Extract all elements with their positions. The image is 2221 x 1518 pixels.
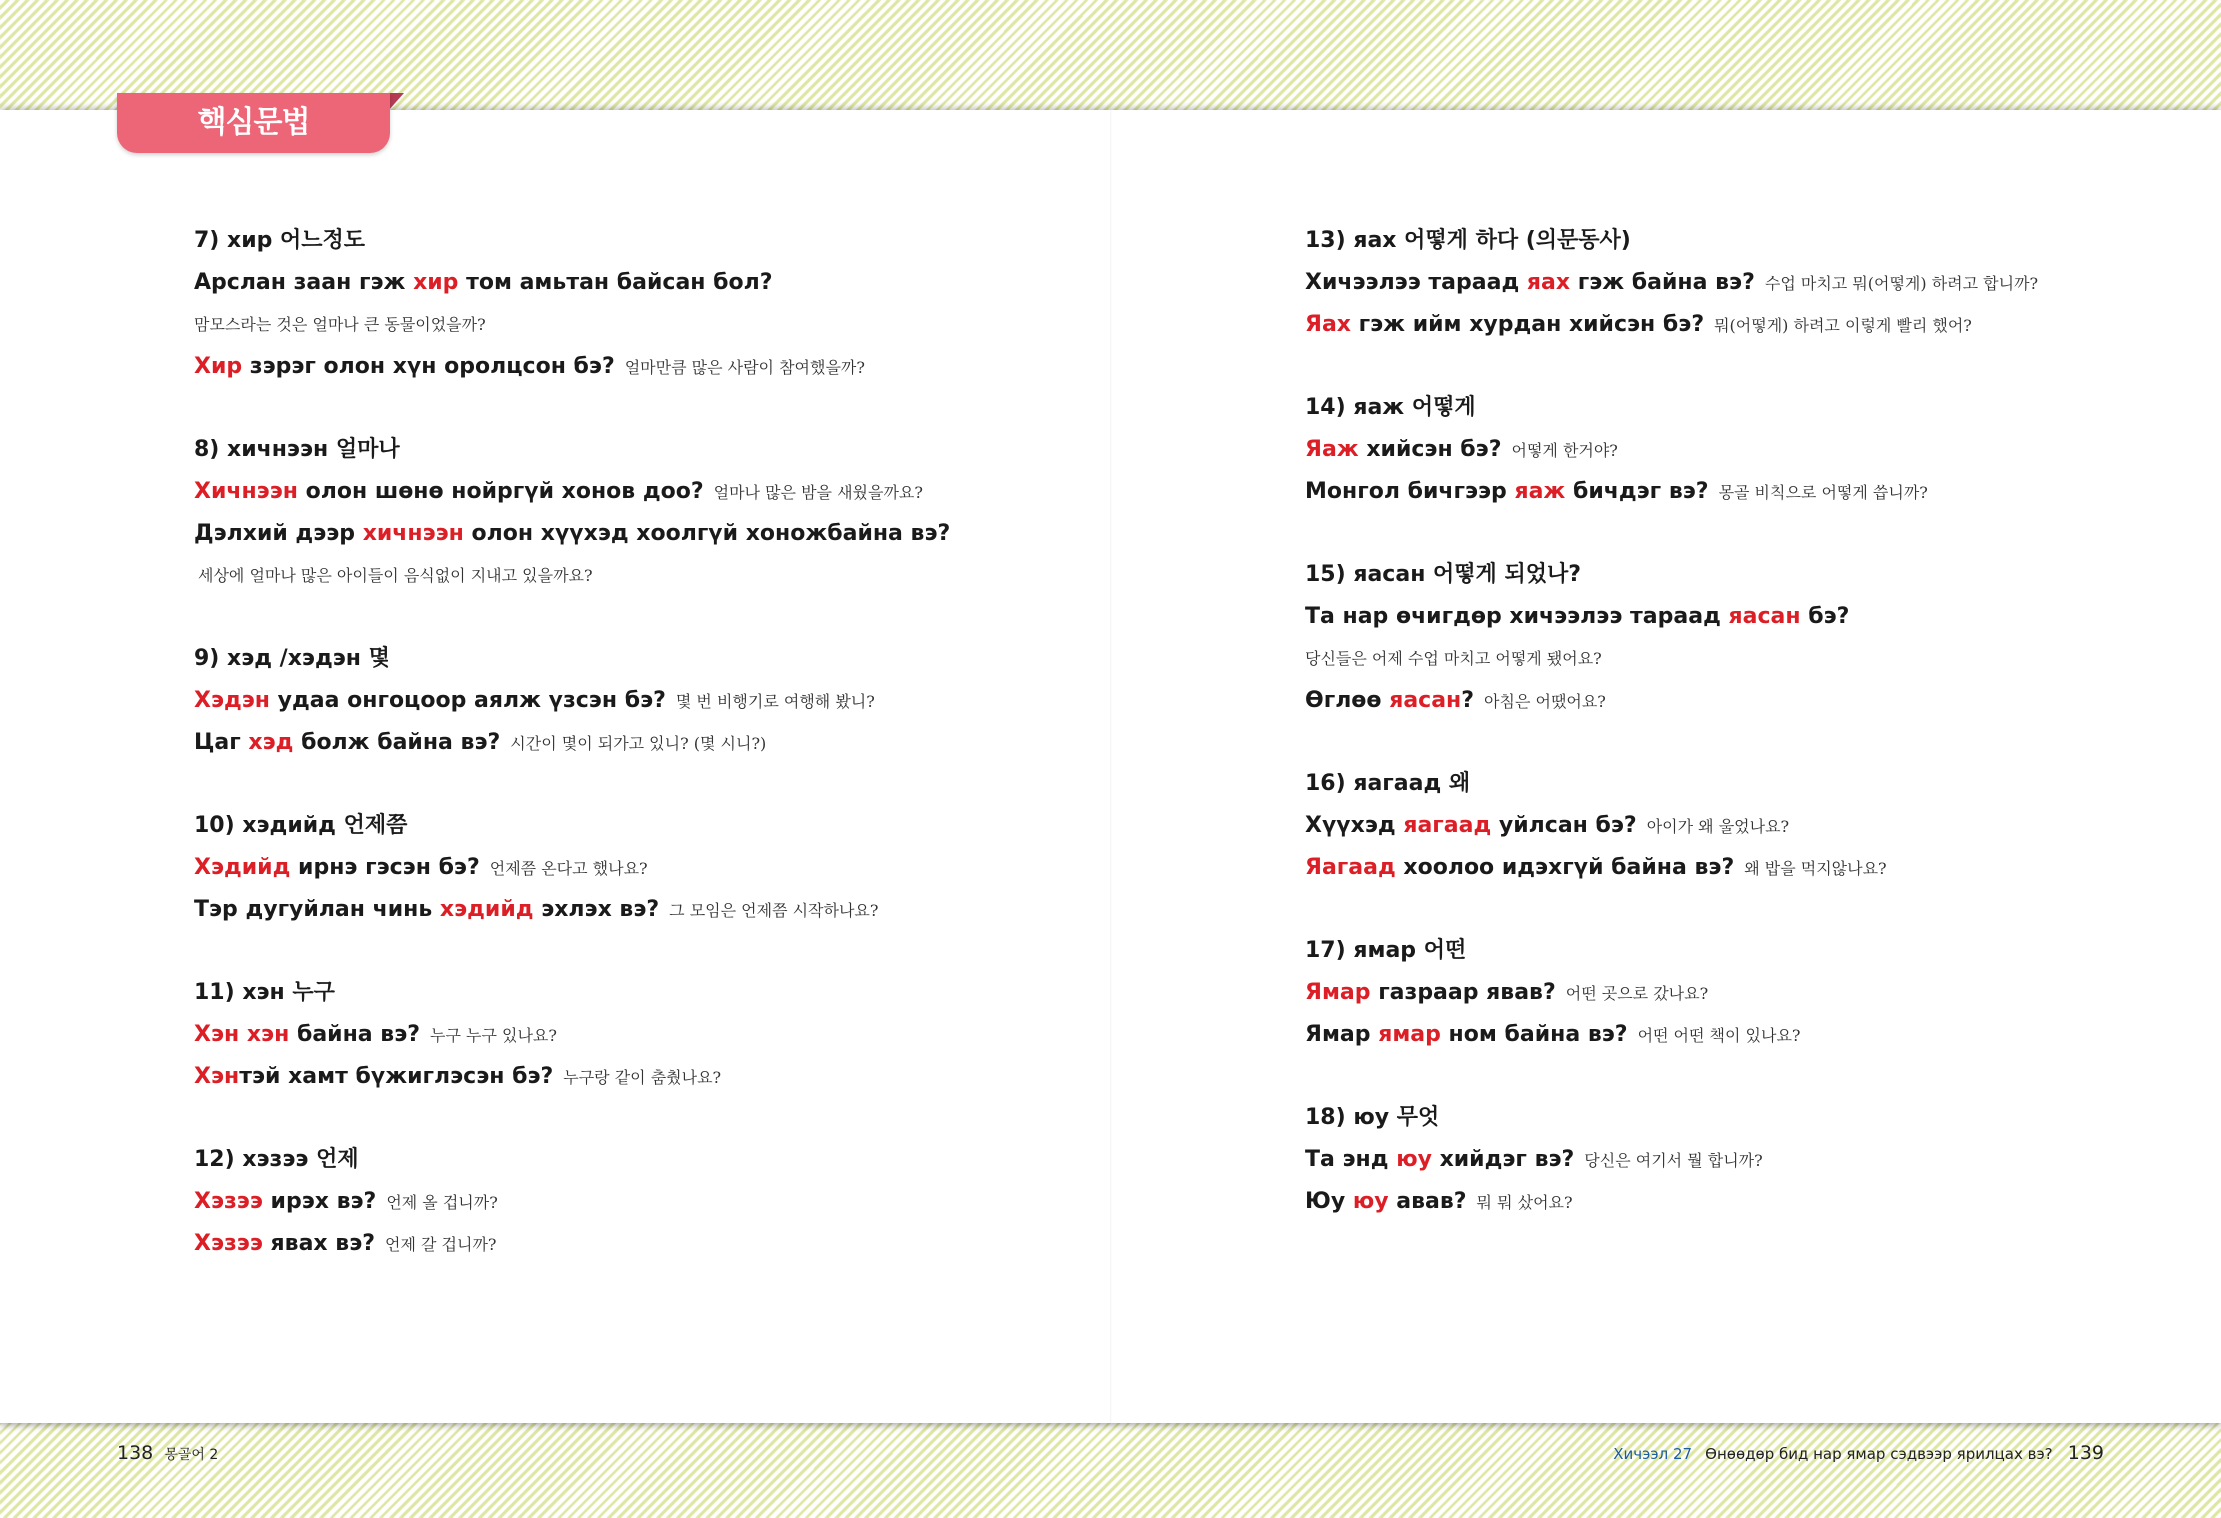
korean-translation: 어떤 곳으로 갔나요? (1565, 984, 1709, 1003)
example-line (194, 1181, 1234, 1223)
korean-translation: 왜 밥을 먹지않나요? (1744, 859, 1887, 878)
section-heading: 17) ямар 어떤 (1305, 938, 1467, 963)
korean-translation: 당신들은 어제 수업 마치고 어떻게 됐어요? (1305, 649, 1602, 668)
grammar-section (194, 972, 1234, 1098)
highlighted-word: хичнээн (362, 521, 464, 546)
mongolian-text: Ямар (1305, 1022, 1379, 1047)
highlighted-word: яасан (1389, 688, 1462, 713)
mongolian-text: Өглөө (1305, 688, 1390, 713)
korean-translation: 몽골 비칙으로 어떻게 씁니까? (1718, 483, 1928, 502)
mongolian-text: ном байна вэ? (1440, 1022, 1628, 1047)
section-heading: 12) хэзээ 언제 (194, 1147, 359, 1172)
example-line (1305, 262, 2221, 304)
grammar-section (1305, 220, 2221, 346)
mongolian-text: авав? (1388, 1189, 1467, 1214)
grammar-section (1305, 1097, 2221, 1223)
example-line (194, 304, 1234, 346)
mongolian-text: ирэх вэ? (262, 1189, 377, 1214)
mongolian-text: Хичээлээ тараад (1305, 270, 1527, 295)
korean-translation: 어떤 어떤 책이 있나요? (1637, 1026, 1801, 1045)
right-column (1305, 220, 2221, 1264)
highlighted-word: Хэдийд (194, 855, 291, 880)
korean-translation: 누구 누구 있나요? (430, 1026, 557, 1045)
example-line (194, 847, 1234, 889)
highlighted-word: хэд (248, 730, 294, 755)
grammar-section (1305, 930, 2221, 1056)
korean-translation: 언제 갈 겁니까? (385, 1235, 497, 1254)
mongolian-text: хоолоо идэхгүй байна вэ? (1395, 855, 1735, 880)
example-line (194, 513, 1234, 555)
korean-translation: 세상에 얼마나 많은 아이들이 음식없이 지내고 있을까요? (198, 566, 593, 585)
mongolian-text: ирнэ гэсэн бэ? (290, 855, 480, 880)
highlighted-word: хэдийд (439, 897, 534, 922)
mongolian-text: зэрэг олон хүн оролцсон бэ? (242, 354, 615, 379)
korean-translation: 언제 올 겁니까? (386, 1193, 498, 1212)
highlighted-word: Ямар (1305, 980, 1371, 1005)
grammar-section (1305, 554, 2221, 722)
page-number-left: 138 (117, 1442, 154, 1464)
korean-translation: 뭐(어떻게) 하려고 이렇게 빨리 했어? (1714, 316, 1972, 335)
mongolian-text: уйлсан бэ? (1491, 813, 1637, 838)
example-line (194, 680, 1234, 722)
grammar-section (194, 805, 1234, 931)
section-heading: 10) хэдийд 언제쯤 (194, 813, 408, 838)
mongolian-text: том амьтан байсан бол? (458, 270, 773, 295)
highlighted-word: яаж (1514, 479, 1566, 504)
grammar-section (194, 220, 1234, 388)
section-heading: 8) хичнээн 얼마나 (194, 437, 400, 462)
mongolian-text: Хүүхэд (1305, 813, 1404, 838)
example-line (1305, 471, 2221, 513)
example-line (1305, 429, 2221, 471)
highlighted-word: Хэн (194, 1064, 240, 1089)
highlighted-word: Хэзээ (194, 1189, 263, 1214)
grammar-section (194, 638, 1234, 764)
mongolian-text: хийдэг вэ? (1431, 1147, 1575, 1172)
section-tab (117, 93, 390, 153)
korean-translation: 얼마만큼 많은 사람이 참여했을까? (624, 358, 865, 377)
highlighted-word: яах (1526, 270, 1571, 295)
example-line (194, 346, 1234, 388)
section-heading: 13) яах 어떻게 하다 (의문동사) (1305, 228, 1631, 253)
mongolian-text: бичдэг вэ? (1565, 479, 1709, 504)
example-line (194, 1014, 1234, 1056)
section-heading: 18) юу 무엇 (1305, 1105, 1440, 1130)
mongolian-text: Юу (1305, 1189, 1353, 1214)
highlighted-word: Яах (1305, 312, 1351, 337)
mongolian-text: тэй хамт бүжиглэсэн бэ? (239, 1064, 554, 1089)
grammar-section (1305, 387, 2221, 513)
mongolian-text: эхлэх вэ? (533, 897, 660, 922)
mongolian-text: олон хүүхэд хоолгүй хоножбайна вэ? (463, 521, 951, 546)
mongolian-text: болж байна вэ? (293, 730, 501, 755)
section-heading: 14) яаж 어떻게 (1305, 395, 1476, 420)
example-line (1305, 680, 2221, 722)
section-heading: 11) хэн 누구 (194, 980, 335, 1005)
example-line (194, 555, 1234, 597)
mongolian-text: Арслан заан гэж (194, 270, 414, 295)
mongolian-text: гэж ийм хурдан хийсэн бэ? (1350, 312, 1705, 337)
section-heading: 7) хир 어느정도 (194, 228, 366, 253)
mongolian-text: газраар явав? (1370, 980, 1556, 1005)
korean-translation: 몇 번 비행기로 여행해 봤니? (675, 692, 875, 711)
mongolian-text: удаа онгоцоор аялж үзсэн бэ? (270, 688, 666, 713)
highlighted-word: Яагаад (1305, 855, 1396, 880)
highlighted-word: хир (413, 270, 459, 295)
mongolian-text: Цаг (194, 730, 249, 755)
grammar-section (1305, 763, 2221, 889)
mongolian-text: Та нар өчигдөр хичээлээ тараад (1305, 604, 1729, 629)
korean-translation: 뭐 뭐 샀어요? (1476, 1193, 1573, 1212)
section-heading: 9) хэд /хэдэн 몇 (194, 646, 390, 671)
mongolian-text: хийсэн бэ? (1358, 437, 1502, 462)
grammar-section (194, 1139, 1234, 1265)
example-line (1305, 596, 2221, 638)
korean-translation: 그 모임은 언제쯤 시작하나요? (669, 901, 879, 920)
footer-right (1613, 1440, 2104, 1466)
example-line (194, 1223, 1234, 1265)
korean-translation: 아침은 어땠어요? (1484, 692, 1606, 711)
section-heading: 16) яагаад 왜 (1305, 771, 1471, 796)
highlighted-word: Хир (194, 354, 243, 379)
korean-translation: 언제쯤 온다고 했나요? (489, 859, 648, 878)
example-line (1305, 638, 2221, 680)
mongolian-text: Та энд (1305, 1147, 1397, 1172)
example-line (1305, 1139, 2221, 1181)
korean-translation: 얼마나 많은 밤을 새웠을까요? (713, 483, 923, 502)
mongolian-text: гэж байна вэ? (1570, 270, 1755, 295)
lesson-label: Хичээл 27 (1613, 1445, 1693, 1463)
example-line (194, 722, 1234, 764)
korean-translation: 맘모스라는 것은 얼마나 큰 동물이었을까? (194, 315, 486, 334)
example-line (194, 471, 1234, 513)
example-line (194, 889, 1234, 931)
korean-translation: 어떻게 한거야? (1511, 441, 1618, 460)
highlighted-word: Хичнээн (194, 479, 298, 504)
highlighted-word: Хэн хэн (194, 1022, 290, 1047)
example-line (1305, 1014, 2221, 1056)
example-line (1305, 304, 2221, 346)
page-number-right: 139 (2067, 1442, 2104, 1464)
example-line (194, 1056, 1234, 1098)
korean-translation: 아이가 왜 울었나요? (1646, 817, 1790, 836)
mongolian-text: Монгол бичгээр (1305, 479, 1515, 504)
left-column (194, 220, 1234, 1306)
mongolian-text: олон шөнө нойргүй хонов доо? (297, 479, 704, 504)
mongolian-text: ? (1461, 688, 1475, 713)
mongolian-text: Тэр дугуйлан чинь (194, 897, 440, 922)
section-tab-label: 핵심문법 (197, 105, 310, 140)
section-heading: 15) яасан 어떻게 되었나? (1305, 562, 1581, 587)
example-line (1305, 805, 2221, 847)
footer-left (117, 1440, 218, 1466)
highlighted-word: юу (1396, 1147, 1432, 1172)
grammar-section (194, 429, 1234, 597)
korean-translation: 누구랑 같이 춤췄나요? (563, 1068, 722, 1087)
example-line (1305, 1181, 2221, 1223)
tab-fold (388, 93, 404, 111)
mongolian-text: бэ? (1800, 604, 1850, 629)
highlighted-word: Хэдэн (194, 688, 271, 713)
highlighted-word: Яаж (1305, 437, 1359, 462)
highlighted-word: ямар (1378, 1022, 1441, 1047)
mongolian-text: байна вэ? (289, 1022, 421, 1047)
mongolian-text: Дэлхий дээр (194, 521, 363, 546)
highlighted-word: яагаад (1403, 813, 1492, 838)
highlighted-word: яасан (1728, 604, 1801, 629)
highlighted-word: юу (1352, 1189, 1389, 1214)
lesson-title: Өнөөдөр бид нар ямар сэдвээр ярилцах вэ? (1705, 1445, 2053, 1463)
highlighted-word: Хэзээ (194, 1231, 263, 1256)
book-title: 몽골어 2 (164, 1447, 219, 1463)
example-line (1305, 847, 2221, 889)
example-line (1305, 972, 2221, 1014)
mongolian-text: явах вэ? (262, 1231, 376, 1256)
korean-translation: 시간이 몇이 되가고 있니? (몇 시니?) (510, 734, 767, 753)
example-line (194, 262, 1234, 304)
korean-translation: 수업 마치고 뭐(어떻게) 하려고 합니까? (1764, 274, 2039, 293)
korean-translation: 당신은 여기서 뭘 합니까? (1584, 1151, 1763, 1170)
